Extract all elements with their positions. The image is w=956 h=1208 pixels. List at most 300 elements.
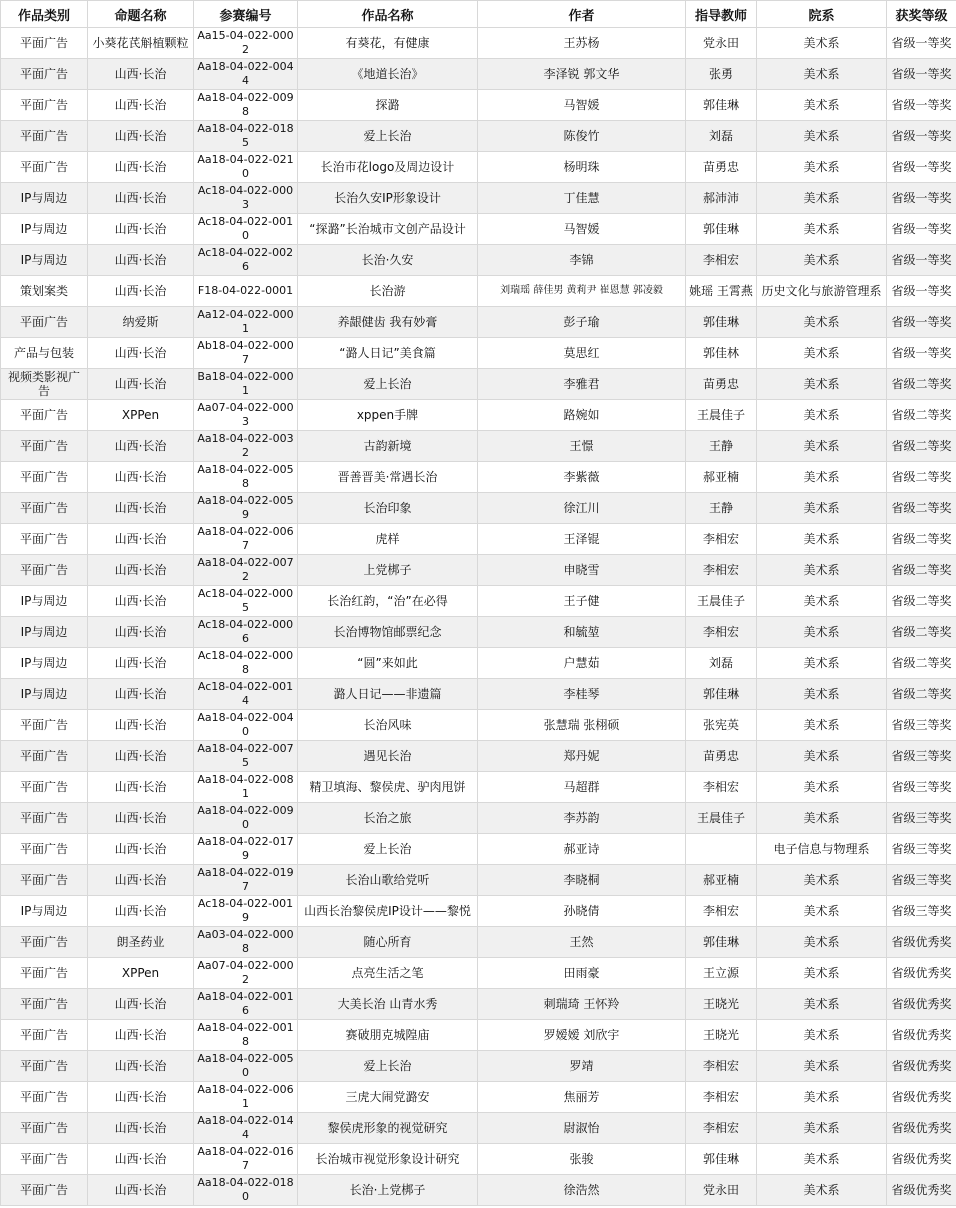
department-cell-text: 美术系 [803,315,840,329]
table-row [1,276,956,307]
advisor-cell [686,710,757,741]
department-cell [757,462,887,493]
award-level-cell-text: 省级二等奖 [891,532,952,546]
department-cell [757,121,887,152]
category-cell [1,803,88,834]
topic-cell-text: 山西·长治 [114,532,167,546]
author-cell-text: 彭子瑜 [563,315,600,329]
entry-id-cell [194,772,298,803]
category-cell-text: 平面广告 [19,315,68,329]
department-cell [757,803,887,834]
department-cell [757,555,887,586]
entry-id-cell [194,648,298,679]
department-cell [757,245,887,276]
work-title-cell-text: 点亮生活之笔 [351,966,424,980]
author-cell [478,1113,686,1144]
department-cell-text: 电子信息与物理系 [773,842,870,856]
work-title-cell [298,400,478,431]
category-cell-text: 平面广告 [19,1152,68,1166]
category-cell [1,245,88,276]
advisor-cell [686,834,757,865]
department-cell [757,958,887,989]
entry-id-cell-text: Aa18-04-022-0144 [197,1114,294,1141]
table-row [1,524,956,555]
topic-cell-text: 山西·长治 [114,997,167,1011]
entry-id-cell-text: Aa18-04-022-0016 [197,990,294,1017]
table-row [1,710,956,741]
topic-cell [88,958,194,989]
department-cell-text: 美术系 [803,377,840,391]
author-cell-text: 王憬 [569,439,594,453]
topic-cell [88,121,194,152]
topic-cell-text: 山西·长治 [114,811,167,825]
author-cell [478,369,686,400]
advisor-cell [686,307,757,338]
category-cell-text: 平面广告 [19,1121,68,1135]
award-level-cell-text: 省级三等奖 [891,842,952,856]
work-title-cell-text: 长治风味 [363,718,412,732]
topic-cell [88,400,194,431]
author-cell-text: 丁佳慧 [563,191,600,205]
topic-cell-text: 山西·长治 [114,594,167,608]
work-title-cell [298,1051,478,1082]
author-cell-text: 田雨豪 [563,966,600,980]
work-title-cell [298,617,478,648]
table-row [1,59,956,90]
advisor-cell [686,524,757,555]
table-row [1,431,956,462]
category-cell [1,462,88,493]
department-cell-text: 美术系 [803,1090,840,1104]
work-title-cell-text: “探潞”长治城市文创产品设计 [309,222,466,236]
award-level-cell-text: 省级一等奖 [891,315,952,329]
topic-cell [88,245,194,276]
work-title-cell [298,524,478,555]
entry-id-cell [194,152,298,183]
advisor-cell-text: 王静 [708,501,733,515]
topic-cell-text: 山西·长治 [114,687,167,701]
entry-id-cell-text: Ac18-04-022-0005 [197,587,294,614]
category-cell [1,121,88,152]
author-cell-text: 李锦 [569,253,594,267]
department-cell [757,834,887,865]
work-title-cell-text: 探潞 [375,98,400,112]
table-row [1,679,956,710]
award-level-cell-text: 省级二等奖 [891,408,952,422]
award-level-cell-text: 省级一等奖 [891,129,952,143]
author-cell-text: 杨明珠 [563,160,600,174]
topic-cell-text: XPPen [121,408,160,422]
category-cell [1,28,88,59]
author-cell [478,555,686,586]
author-cell-text: 徐江川 [563,501,600,515]
entry-id-cell-text: Aa15-04-022-0002 [197,29,294,56]
category-cell-text: 平面广告 [19,98,68,112]
author-cell [478,679,686,710]
work-title-cell-text: 长治·上党梆子 [349,1183,426,1197]
entry-id-cell-text: F18-04-022-0001 [197,284,294,297]
category-cell [1,679,88,710]
entry-id-cell [194,369,298,400]
topic-cell-text: 山西·长治 [114,780,167,794]
work-title-cell-text: 遇见长治 [363,749,412,763]
category-cell-text: 平面广告 [19,501,68,515]
topic-cell [88,214,194,245]
advisor-cell-text: 郭佳琳 [702,935,739,949]
table-row [1,989,956,1020]
work-title-cell-text: 长治游 [369,284,406,298]
topic-cell [88,369,194,400]
author-cell-text: 李雅君 [563,377,600,391]
work-title-cell-text: 黎侯虎形象的视觉研究 [327,1121,448,1135]
topic-cell [88,152,194,183]
author-cell [478,1175,686,1206]
award-level-cell [887,28,956,59]
department-cell-text: 美术系 [803,780,840,794]
author-cell-text: 马智媛 [563,222,600,236]
award-level-cell-text: 省级优秀奖 [891,1121,952,1135]
category-cell-text: 平面广告 [19,935,68,949]
award-level-cell [887,121,956,152]
department-cell [757,1082,887,1113]
author-cell-text: 尉淑怡 [563,1121,600,1135]
topic-cell [88,524,194,555]
table-row [1,245,956,276]
department-cell [757,90,887,121]
work-title-cell-text: 长治市花logo及周边设计 [320,160,455,174]
department-cell-text: 美术系 [803,811,840,825]
entry-id-cell-text: Ac18-04-022-0006 [197,618,294,645]
entry-id-cell [194,214,298,245]
category-cell-text: 平面广告 [19,873,68,887]
header-col-entry-id: 参赛编号 [194,1,298,28]
entry-id-cell-text: Aa18-04-022-0185 [197,122,294,149]
category-cell [1,648,88,679]
advisor-cell-text: 王晨佳子 [696,594,745,608]
department-cell [757,679,887,710]
advisor-cell-text: 郝亚楠 [702,873,739,887]
category-cell-text: 产品与包装 [13,346,74,360]
advisor-cell-text: 王晨佳子 [696,408,745,422]
advisor-cell [686,865,757,896]
work-title-cell [298,865,478,896]
entry-id-cell [194,865,298,896]
author-cell-text: 刘瑞瑶 薛佳男 黄莉尹 崔恩慧 郭凌毅 [500,285,663,296]
department-cell-text: 美术系 [803,563,840,577]
category-cell [1,524,88,555]
advisor-cell-text: 王晨佳子 [696,811,745,825]
entry-id-cell-text: Aa18-04-022-0059 [197,494,294,521]
table-row [1,834,956,865]
entry-id-cell-text: Aa18-04-022-0061 [197,1083,294,1110]
table-row [1,741,956,772]
work-title-cell [298,431,478,462]
work-title-cell-text: 长治红韵，“治”在必得 [327,594,448,608]
author-cell-text: 罗嫒嫒 刘欣宇 [543,1028,620,1042]
author-cell [478,493,686,524]
topic-cell-text: 山西·长治 [114,222,167,236]
work-title-cell [298,958,478,989]
table-row [1,369,956,400]
header-col-advisor: 指导教师 [686,1,757,28]
advisor-cell [686,772,757,803]
department-cell-text: 美术系 [803,873,840,887]
entry-id-cell-text: Aa18-04-022-0098 [197,91,294,118]
category-cell [1,276,88,307]
award-level-cell [887,1020,956,1051]
topic-cell-text: 山西·长治 [114,284,167,298]
author-cell [478,214,686,245]
table-row [1,1144,956,1175]
advisor-cell [686,338,757,369]
department-cell-text: 美术系 [803,1028,840,1042]
work-title-cell-text: 长治印象 [363,501,412,515]
category-cell [1,958,88,989]
advisor-cell [686,989,757,1020]
award-level-cell-text: 省级一等奖 [891,160,952,174]
award-level-cell [887,152,956,183]
topic-cell [88,803,194,834]
award-level-cell-text: 省级优秀奖 [891,935,952,949]
author-cell [478,865,686,896]
work-title-cell [298,152,478,183]
work-title-cell [298,772,478,803]
topic-cell [88,586,194,617]
author-cell-text: 孙晓倩 [563,904,600,918]
category-cell [1,927,88,958]
advisor-cell-text: 李相宏 [702,253,739,267]
department-cell-text: 美术系 [803,1121,840,1135]
header-col-topic: 命题名称 [88,1,194,28]
author-cell [478,400,686,431]
department-cell-text: 美术系 [803,408,840,422]
work-title-cell [298,214,478,245]
department-cell-text: 美术系 [803,160,840,174]
advisor-cell [686,803,757,834]
department-cell-text: 美术系 [803,346,840,360]
author-cell-text: 李苏韵 [563,811,600,825]
topic-cell-text: 山西·长治 [114,253,167,267]
department-cell [757,741,887,772]
entry-id-cell [194,1175,298,1206]
award-level-cell [887,896,956,927]
topic-cell-text: 山西·长治 [114,501,167,515]
advisor-cell [686,958,757,989]
author-cell-text: 刺瑞琦 王怀羚 [543,997,620,1011]
entry-id-cell [194,989,298,1020]
topic-cell-text: 山西·长治 [114,470,167,484]
author-cell [478,834,686,865]
advisor-cell-text: 苗勇忠 [702,160,739,174]
topic-cell [88,1051,194,1082]
entry-id-cell-text: Aa18-04-022-0072 [197,556,294,583]
award-level-cell-text: 省级三等奖 [891,873,952,887]
advisor-cell [686,183,757,214]
topic-cell-text: 山西·长治 [114,129,167,143]
work-title-cell [298,648,478,679]
award-level-cell [887,524,956,555]
entry-id-cell [194,28,298,59]
award-level-cell [887,958,956,989]
author-cell-text: 郑丹妮 [563,749,600,763]
award-level-cell [887,338,956,369]
category-cell [1,1175,88,1206]
department-cell-text: 美术系 [803,966,840,980]
category-cell [1,710,88,741]
author-cell [478,896,686,927]
work-title-cell [298,586,478,617]
topic-cell [88,555,194,586]
advisor-cell-text: 苗勇忠 [702,377,739,391]
entry-id-cell-text: Aa18-04-022-0018 [197,1021,294,1048]
table-row [1,772,956,803]
table-header [1,1,956,28]
entry-id-cell-text: Aa18-04-022-0040 [197,711,294,738]
category-cell-text: 平面广告 [19,1183,68,1197]
advisor-cell-text: 郭佳琳 [702,1152,739,1166]
award-level-cell-text: 省级二等奖 [891,687,952,701]
category-cell-text: 平面广告 [19,780,68,794]
category-cell [1,400,88,431]
topic-cell-text: XPPen [121,966,160,980]
entry-id-cell-text: Ac18-04-022-0010 [197,215,294,242]
award-level-cell-text: 省级优秀奖 [891,1090,952,1104]
topic-cell-text: 山西·长治 [114,1028,167,1042]
work-title-cell [298,927,478,958]
work-title-cell [298,1020,478,1051]
topic-cell [88,28,194,59]
award-level-cell [887,59,956,90]
department-cell [757,1051,887,1082]
department-cell [757,865,887,896]
entry-id-cell-text: Aa18-04-022-0179 [197,835,294,862]
author-cell [478,772,686,803]
author-cell-text: 和毓堃 [563,625,600,639]
work-title-cell [298,710,478,741]
work-title-cell-text: “圆”来如此 [357,656,418,670]
entry-id-cell [194,524,298,555]
author-cell [478,1051,686,1082]
work-title-cell-text: 《地道长治》 [351,67,424,81]
award-level-cell-text: 省级二等奖 [891,625,952,639]
author-cell-text: 李晓桐 [563,873,600,887]
category-cell-text: 平面广告 [19,439,68,453]
award-level-cell-text: 省级一等奖 [891,67,952,81]
department-cell-text: 美术系 [803,253,840,267]
award-level-cell-text: 省级一等奖 [891,284,952,298]
award-level-cell-text: 省级二等奖 [891,563,952,577]
entry-id-cell [194,276,298,307]
advisor-cell [686,741,757,772]
topic-cell [88,183,194,214]
work-title-cell-text: 随心所育 [363,935,412,949]
department-cell-text: 美术系 [803,36,840,50]
category-cell-text: 平面广告 [19,160,68,174]
work-title-cell [298,741,478,772]
work-title-cell-text: 精卫填海、黎侯虎、驴肉甩饼 [309,780,466,794]
author-cell-text: 王子健 [563,594,600,608]
advisor-cell-text: 张勇 [708,67,733,81]
department-cell [757,772,887,803]
award-level-cell [887,493,956,524]
category-cell [1,555,88,586]
advisor-cell-text: 刘磊 [708,656,733,670]
entry-id-cell-text: Ac18-04-022-0003 [197,184,294,211]
author-cell-text: 路婉如 [563,408,600,422]
work-title-cell [298,493,478,524]
author-cell [478,276,686,307]
department-cell-text: 美术系 [803,749,840,763]
department-cell [757,338,887,369]
award-level-cell [887,462,956,493]
table-row [1,1113,956,1144]
entry-id-cell-text: Ac18-04-022-0008 [197,649,294,676]
entry-id-cell [194,803,298,834]
department-cell [757,524,887,555]
entry-id-cell [194,400,298,431]
work-title-cell [298,245,478,276]
topic-cell-text: 山西·长治 [114,98,167,112]
topic-cell-text: 山西·长治 [114,160,167,174]
entry-id-cell [194,710,298,741]
author-cell [478,1082,686,1113]
table-row [1,1020,956,1051]
category-cell-text: 平面广告 [19,997,68,1011]
topic-cell [88,1020,194,1051]
advisor-cell [686,1113,757,1144]
award-level-cell [887,431,956,462]
award-level-cell [887,1082,956,1113]
category-cell-text: IP与周边 [20,904,68,918]
award-level-cell-text: 省级一等奖 [891,36,952,50]
entry-id-cell [194,1020,298,1051]
entry-id-cell-text: Aa07-04-022-0003 [197,401,294,428]
award-level-cell-text: 省级优秀奖 [891,997,952,1011]
category-cell-text: IP与周边 [20,656,68,670]
award-level-cell [887,1051,956,1082]
advisor-cell [686,214,757,245]
award-level-cell-text: 省级二等奖 [891,656,952,670]
topic-cell [88,865,194,896]
advisor-cell-text: 郭佳琳 [702,687,739,701]
work-title-cell [298,90,478,121]
advisor-cell [686,1144,757,1175]
work-title-cell [298,276,478,307]
award-level-cell [887,245,956,276]
advisor-cell-text: 郝亚楠 [702,470,739,484]
department-cell [757,617,887,648]
entry-id-cell [194,958,298,989]
header-col-category: 作品类别 [1,1,88,28]
work-title-cell-text: 爱上长治 [363,129,412,143]
award-level-cell [887,1113,956,1144]
entry-id-cell [194,741,298,772]
work-title-cell-text: 爱上长治 [363,842,412,856]
table-row [1,121,956,152]
work-title-cell [298,679,478,710]
work-title-cell-text: 三虎大闹党潞安 [345,1090,430,1104]
work-title-cell-text: “潞人日记”美食篇 [339,346,436,360]
entry-id-cell [194,1113,298,1144]
category-cell [1,1113,88,1144]
department-cell [757,896,887,927]
entry-id-cell [194,59,298,90]
advisor-cell [686,152,757,183]
entry-id-cell-text: Aa07-04-022-0002 [197,959,294,986]
award-level-cell [887,183,956,214]
author-cell [478,59,686,90]
entry-id-cell [194,493,298,524]
